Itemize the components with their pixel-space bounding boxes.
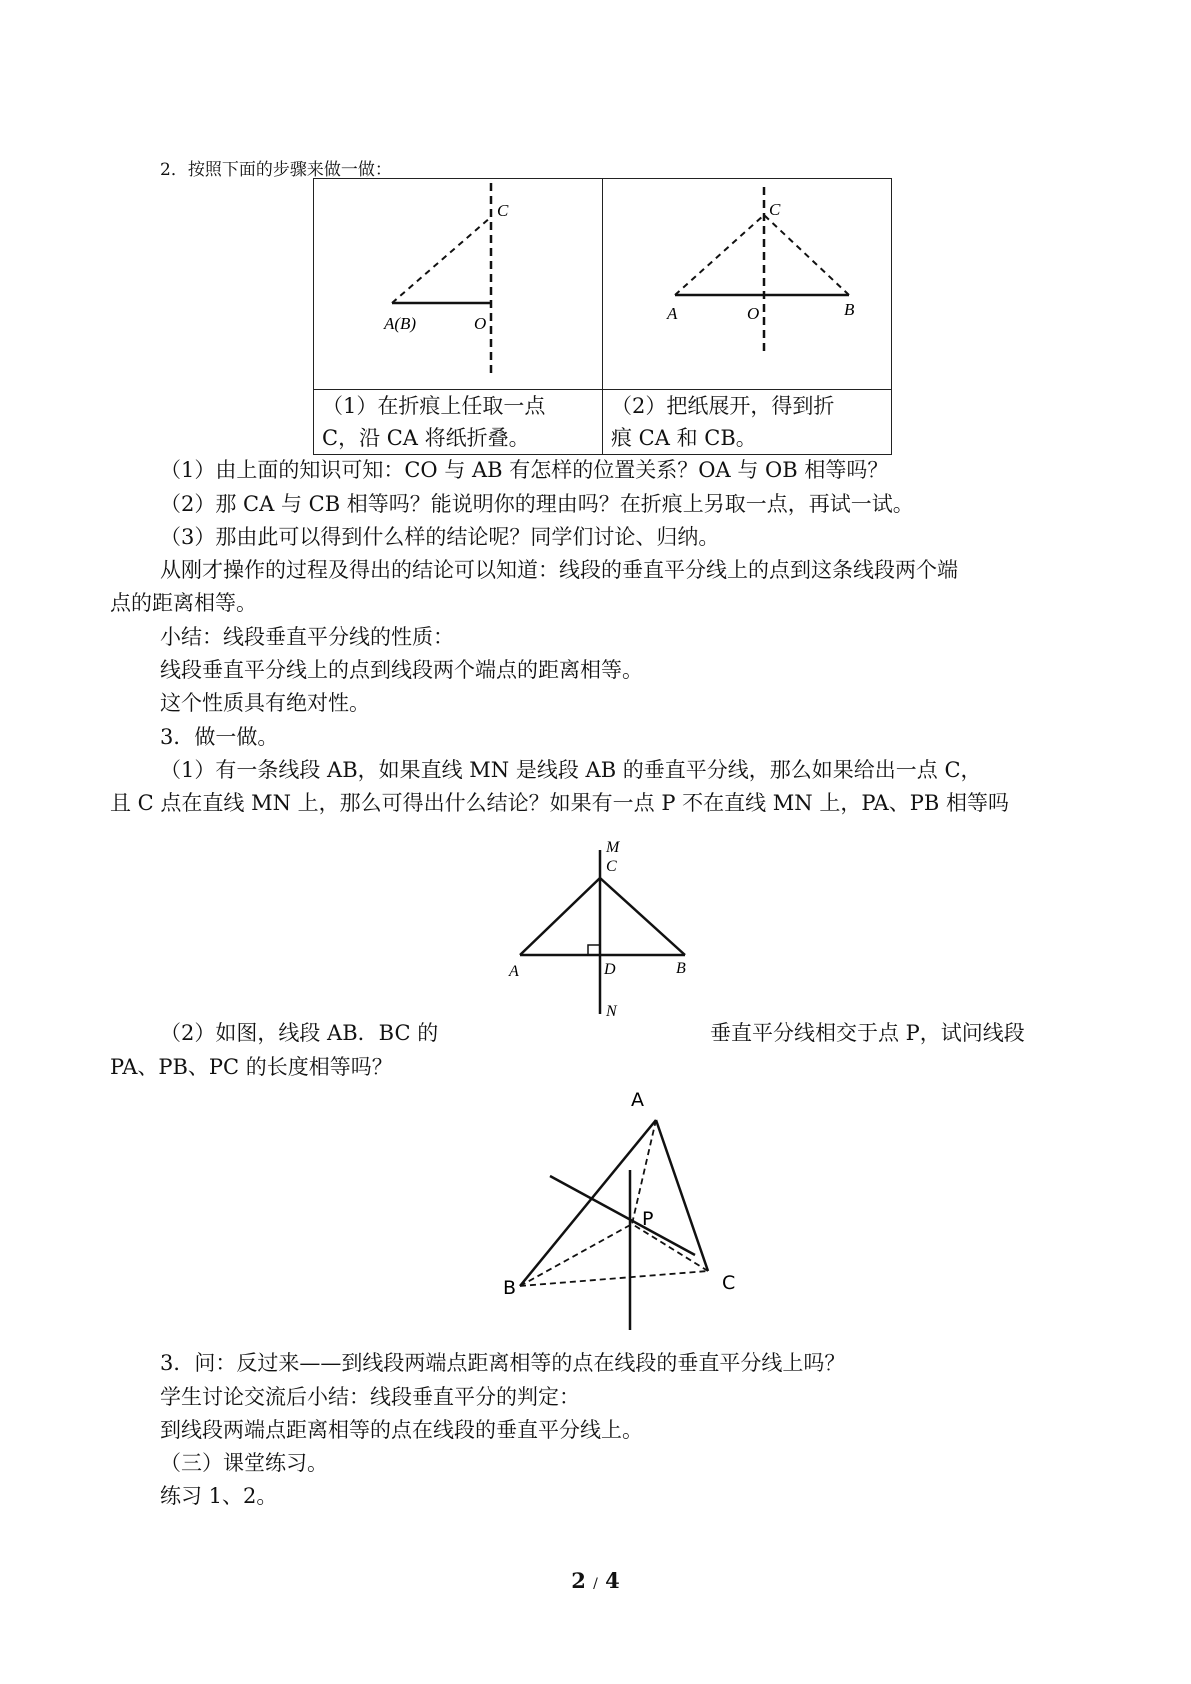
- page-number: [0, 1568, 1191, 1593]
- perpendicular-bisector-figure: [490, 836, 730, 1026]
- step1-caption-line1: （1）在折痕上任取一点: [322, 394, 546, 418]
- summary-text: 线段垂直平分线上的点到线段两个端点的距离相等。: [160, 658, 643, 682]
- fold-figure-1: [314, 179, 602, 385]
- steps-table: [313, 178, 892, 455]
- fig3-label-m: M: [606, 839, 620, 856]
- fig4-label-a: A: [631, 1089, 644, 1111]
- section-3-q2-left: （2）如图，线段 AB．BC 的: [160, 1021, 439, 1045]
- judgement-line: 到线段两端点距离相等的点在线段的垂直平分线上。: [160, 1418, 643, 1442]
- section-3-q2-right: 垂直平分线相交于点 P，试问线段: [710, 1021, 1025, 1045]
- conclusion-line2: 点的距离相等。: [110, 591, 257, 615]
- section-3-q2-line2: PA、PB、PC 的长度相等吗？: [110, 1055, 393, 1079]
- fig1-label-o: O: [474, 314, 487, 333]
- step2-caption-line2: 痕 CA 和 CB。: [611, 426, 757, 450]
- section-3-q1-line2: 且 C 点在直线 MN 上，那么可得出什么结论？如果有一点 P 不在直线 MN 上，PA、PB 相等吗: [110, 791, 1009, 815]
- fig2-label-a: A: [667, 304, 678, 323]
- discussion-line: 学生讨论交流后小结：线段垂直平分的判定：: [160, 1385, 580, 1409]
- fig4-label-p: P: [642, 1208, 654, 1230]
- triangle-bisectors-figure: [500, 1086, 740, 1336]
- step1-caption: [314, 390, 603, 455]
- fig4-label-c: C: [722, 1272, 736, 1294]
- fig4-label-b: B: [503, 1277, 517, 1299]
- fig1-label-ab: A(B): [384, 314, 417, 333]
- section-2-heading: 2．按照下面的步骤来做一做：: [160, 160, 392, 180]
- fig3-label-b: B: [676, 960, 686, 977]
- step1-figure-cell: [314, 179, 603, 390]
- page-total: 4: [605, 1568, 620, 1593]
- fig1-label-c: C: [497, 201, 509, 220]
- fig3-label-d: D: [604, 961, 616, 978]
- fig3-label-n: N: [606, 1003, 617, 1020]
- section-3-title: 3．做一做。: [160, 725, 279, 749]
- practice-items: 练习 1、2。: [160, 1484, 278, 1508]
- fig2-label-c: C: [769, 200, 781, 219]
- question-3: （3）那由此可以得到什么样的结论呢？同学们讨论、归纳。: [160, 525, 720, 549]
- summary-label: 小结：线段垂直平分线的性质：: [160, 625, 454, 649]
- step2-caption: [603, 390, 892, 455]
- fig3-label-c: C: [606, 858, 617, 875]
- practice-title: （三）课堂练习。: [160, 1451, 328, 1475]
- fig3-label-a: A: [509, 963, 519, 980]
- summary-note: 这个性质具有绝对性。: [160, 691, 370, 715]
- step1-caption-line2: C，沿 CA 将纸折叠。: [322, 426, 530, 450]
- page-separator: /: [593, 1576, 598, 1592]
- section-3-q1-line1: （1）有一条线段 AB，如果直线 MN 是线段 AB 的垂直平分线，那么如果给出一点 C，: [160, 758, 982, 782]
- fig2-label-b: B: [844, 300, 855, 319]
- question-1: （1）由上面的知识可知：CO 与 AB 有怎样的位置关系？OA 与 OB 相等吗？: [160, 458, 889, 482]
- question-2: （2）那 CA 与 CB 相等吗？能说明你的理由吗？在折痕上另取一点，再试一试。: [160, 492, 914, 516]
- step2-figure-cell: [603, 179, 892, 390]
- ask-line: 3．问：反过来——到线段两端点距离相等的点在线段的垂直平分线上吗？: [160, 1351, 846, 1375]
- fold-figure-2: [603, 179, 891, 385]
- step2-caption-line1: （2）把纸展开，得到折: [611, 394, 835, 418]
- fig2-label-o: O: [747, 304, 760, 323]
- page-current: 2: [571, 1568, 586, 1593]
- conclusion-line1: 从刚才操作的过程及得出的结论可以知道：线段的垂直平分线上的点到这条线段两个端: [160, 558, 958, 582]
